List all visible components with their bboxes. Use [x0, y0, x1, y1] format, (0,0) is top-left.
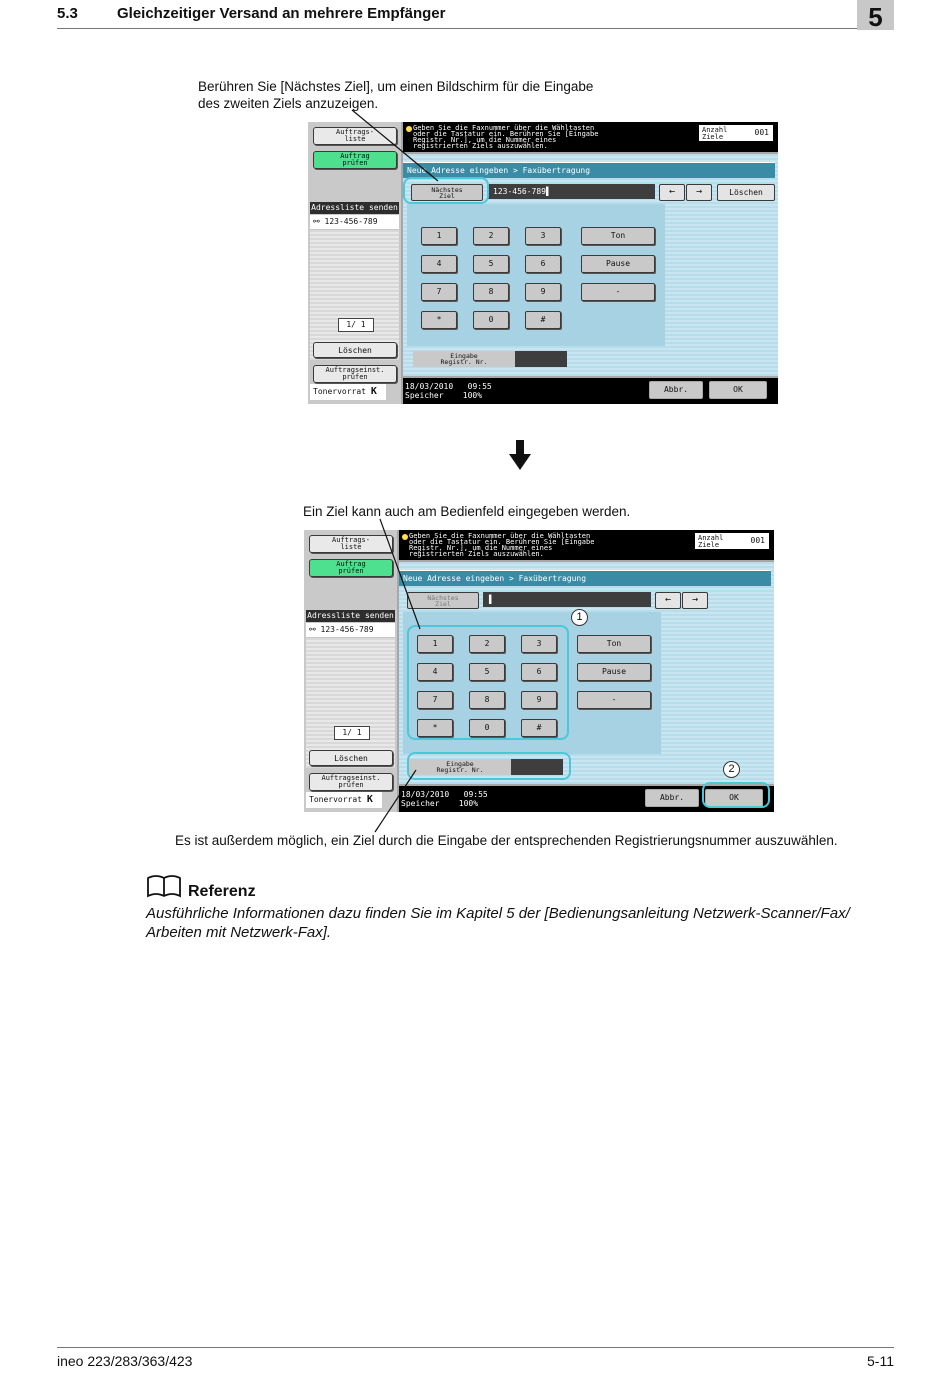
- address-list-item[interactable]: ⚯ 123-456-789: [306, 623, 395, 637]
- caption-next-destination: Berühren Sie [Nächstes Ziel], um einen Bildschirm für die Eingabe des zweiten Ziels anzuzeigen.: [198, 79, 594, 111]
- section-title: Gleichzeitiger Versand an mehrere Empfänger: [117, 5, 446, 22]
- dash-button[interactable]: -: [577, 691, 651, 709]
- date-time: 18/03/2010 09:55 Speicher 100%: [405, 382, 492, 400]
- key-3[interactable]: 3: [521, 635, 557, 653]
- cancel-button[interactable]: Abbr.: [645, 789, 699, 807]
- key-9[interactable]: 9: [521, 691, 557, 709]
- dash-button[interactable]: -: [581, 283, 655, 301]
- ok-button[interactable]: OK: [709, 381, 767, 399]
- callout-2: 2: [723, 761, 740, 778]
- job-list-button[interactable]: Auftrags- liste: [313, 127, 397, 145]
- tone-button[interactable]: Ton: [581, 227, 655, 245]
- key-8[interactable]: 8: [473, 283, 509, 301]
- pause-button[interactable]: Pause: [581, 255, 655, 273]
- page-counter: 1/ 1: [338, 318, 374, 332]
- destination-count: Anzahl Ziele 001: [699, 125, 773, 141]
- cursor-right-button[interactable]: →: [686, 184, 712, 201]
- job-list-button[interactable]: Auftrags- liste: [309, 535, 393, 553]
- key-0[interactable]: 0: [473, 311, 509, 329]
- key-star[interactable]: *: [421, 311, 457, 329]
- reference-body: Ausführliche Informationen dazu finden Sie im Kapitel 5 der [Bedienungsanleitung Netzwerk-Scanner/Fax/ Arbeiten mit Netzwerk-Fax].: [146, 905, 850, 941]
- key-8[interactable]: 8: [469, 691, 505, 709]
- message-text: Geben Sie die Faxnummer über die Wähltasten oder die Tastatur ein. Berühren Sie [Eingabe Registr. Nr.], um die Nummer eines registrierten Ziels auszuwählen.: [413, 124, 599, 150]
- message-text: Geben Sie die Faxnummer über die Wähltasten oder die Tastatur ein. Berühren Sie [Eingabe Registr. Nr.], um die Nummer eines registrierten Ziels auszuwählen.: [409, 532, 595, 558]
- book-icon: [146, 874, 182, 898]
- footer-rule: [57, 1347, 894, 1348]
- key-6[interactable]: 6: [525, 255, 561, 273]
- title-bar: Neue Adresse eingeben > Faxübertragung: [403, 162, 775, 178]
- key-3[interactable]: 3: [525, 227, 561, 245]
- toner-indicator: Tonervorrat K: [310, 384, 386, 400]
- registration-number-button[interactable]: Eingabe Registr. Nr.: [413, 351, 515, 367]
- caption-control-panel: Ein Ziel kann auch am Bedienfeld eingegeben werden.: [303, 504, 631, 519]
- key-1[interactable]: 1: [421, 227, 457, 245]
- ok-button[interactable]: OK: [705, 789, 763, 807]
- key-9[interactable]: 9: [525, 283, 561, 301]
- address-list-header: Adressliste senden: [307, 611, 394, 620]
- key-star[interactable]: *: [417, 719, 453, 737]
- delete-button[interactable]: Löschen: [717, 184, 775, 201]
- fax-number-input[interactable]: 123-456-789▌: [487, 184, 655, 199]
- key-0[interactable]: 0: [469, 719, 505, 737]
- pause-button[interactable]: Pause: [577, 663, 651, 681]
- link-icon: ⚯: [309, 625, 321, 634]
- address-list-header: Adressliste senden: [311, 203, 398, 212]
- callout-1: 1: [571, 609, 588, 626]
- footer-model: ineo 223/283/363/423: [57, 1353, 193, 1369]
- page-counter: 1/ 1: [334, 726, 370, 740]
- key-1[interactable]: 1: [417, 635, 453, 653]
- chapter-tab: 5: [857, 0, 894, 30]
- tone-button[interactable]: Ton: [577, 635, 651, 653]
- date-time: 18/03/2010 09:55 Speicher 100%: [401, 790, 488, 808]
- key-4[interactable]: 4: [421, 255, 457, 273]
- title-bar: Neue Adresse eingeben > Faxübertragung: [399, 570, 771, 586]
- key-2[interactable]: 2: [469, 635, 505, 653]
- cancel-button[interactable]: Abbr.: [649, 381, 703, 399]
- key-5[interactable]: 5: [473, 255, 509, 273]
- key-5[interactable]: 5: [469, 663, 505, 681]
- next-destination-button[interactable]: Nächstes Ziel: [407, 592, 479, 609]
- check-settings-button[interactable]: Auftragseinst. prüfen: [309, 773, 393, 791]
- reference-title: Referenz: [188, 883, 256, 900]
- check-job-button[interactable]: Auftrag prüfen: [309, 559, 393, 577]
- key-7[interactable]: 7: [417, 691, 453, 709]
- delete-side-button[interactable]: Löschen: [313, 342, 397, 358]
- key-hash[interactable]: #: [521, 719, 557, 737]
- key-6[interactable]: 6: [521, 663, 557, 681]
- check-job-button[interactable]: Auftrag prüfen: [313, 151, 397, 169]
- fax-number-input[interactable]: ▌: [483, 592, 651, 607]
- key-2[interactable]: 2: [473, 227, 509, 245]
- key-7[interactable]: 7: [421, 283, 457, 301]
- delete-side-button[interactable]: Löschen: [309, 750, 393, 766]
- destination-count: Anzahl Ziele 001: [695, 533, 769, 549]
- footer-page-number: 5-11: [867, 1353, 894, 1369]
- cursor-left-button[interactable]: ←: [655, 592, 681, 609]
- toner-indicator: Tonervorrat K: [306, 792, 382, 808]
- link-icon: ⚯: [313, 217, 325, 226]
- key-hash[interactable]: #: [525, 311, 561, 329]
- caption-registration: Es ist außerdem möglich, ein Ziel durch die Eingabe der entsprechenden Registrierungsnummer auszuwählen.: [175, 833, 838, 848]
- next-destination-button[interactable]: Nächstes Ziel: [411, 184, 483, 201]
- check-settings-button[interactable]: Auftragseinst. prüfen: [313, 365, 397, 383]
- cursor-right-button[interactable]: →: [682, 592, 708, 609]
- cursor-left-button[interactable]: ←: [659, 184, 685, 201]
- registration-number-button[interactable]: Eingabe Registr. Nr.: [409, 759, 511, 775]
- section-number: 5.3: [57, 5, 78, 22]
- address-list-item[interactable]: ⚯ 123-456-789: [310, 215, 399, 229]
- key-4[interactable]: 4: [417, 663, 453, 681]
